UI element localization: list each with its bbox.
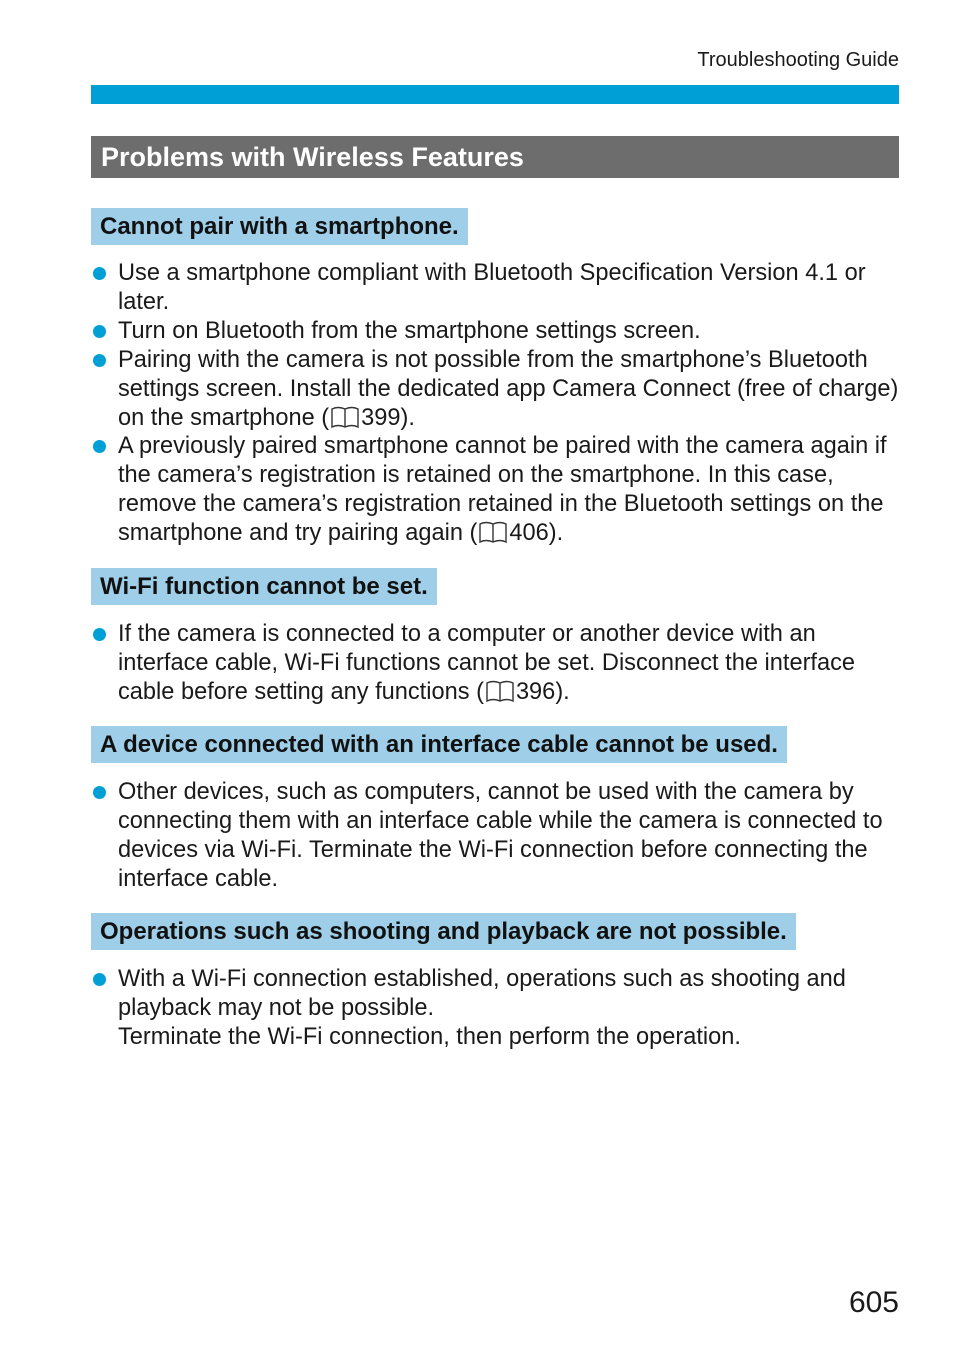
page-ref[interactable]: 396 [515, 678, 556, 705]
page-ref[interactable]: 399 [361, 404, 401, 431]
list-item-text: If the camera is connected to a computer or another device with an interface cable, Wi-Fi functions cannot be set. Disconnect the interface cable before setting any functions ( [118, 621, 856, 705]
bullet-icon [93, 267, 106, 280]
list-item-text: Turn on Bluetooth from the smartphone settings screen. [118, 317, 701, 344]
bullet-icon [93, 440, 106, 453]
list-item-text: Pairing with the camera is not possible from the smartphone’s Bluetooth settings screen. Install the dedicated app Camera Connect (free of charge) on the smartphone ( [118, 346, 899, 431]
list-item [91, 432, 903, 548]
list-item-text: ). [400, 404, 415, 431]
running-header: Troubleshooting Guide [697, 49, 899, 71]
bullet-list-wifi [91, 620, 903, 707]
list-item-text: A previously paired smartphone cannot be paired with the camera again if the camera’s registration is retained on the smartphone. In this case, remove the camera’s registration retained in the Bluetooth settings on the smartphone and try pairing again ( [118, 433, 887, 547]
bullet-list-interface-cable [91, 778, 903, 894]
list-item [91, 346, 903, 433]
book-icon [330, 405, 360, 429]
page-number: 605 [848, 1286, 899, 1319]
list-item [91, 620, 903, 707]
subheading-operations: Operations such as shooting and playback are not possible. [91, 913, 796, 950]
bullet-icon [93, 354, 106, 367]
list-item-text: With a Wi-Fi connection established, operations such as shooting and playback may not be possible. [118, 966, 846, 1021]
list-item-text: ). [548, 520, 564, 547]
bullet-icon [93, 973, 106, 986]
list-item [91, 259, 903, 317]
subheading-cannot-pair: Cannot pair with a smartphone. [91, 208, 468, 245]
book-icon [478, 520, 508, 544]
list-item-text: ). [555, 678, 570, 705]
subheading-interface-cable: A device connected with an interface cable cannot be used. [91, 726, 787, 763]
subheading-wifi-cannot-be-set: Wi-Fi function cannot be set. [91, 568, 437, 605]
bullet-icon [93, 628, 106, 641]
header-accent-bar [91, 85, 899, 104]
bullet-icon [93, 786, 106, 799]
list-item [91, 317, 903, 346]
section-title: Problems with Wireless Features [91, 136, 899, 178]
list-item-text: Other devices, such as computers, cannot be used with the camera by connecting them with an interface cable while the camera is connected to devices via Wi-Fi. Terminate the Wi-Fi connection before connecting the interface cable. [118, 779, 883, 892]
list-item [91, 778, 903, 894]
book-icon [485, 679, 515, 703]
list-item-text: Use a smartphone compliant with Bluetooth Specification Version 4.1 or later. [118, 260, 866, 315]
bullet-list-cannot-pair [91, 259, 903, 548]
bullet-icon [93, 325, 106, 338]
bullet-list-operations [91, 965, 903, 1052]
page-ref[interactable]: 406 [509, 520, 549, 547]
list-item [91, 965, 903, 1052]
list-item-text-line2: Terminate the Wi-Fi connection, then perform the operation. [118, 1023, 741, 1050]
